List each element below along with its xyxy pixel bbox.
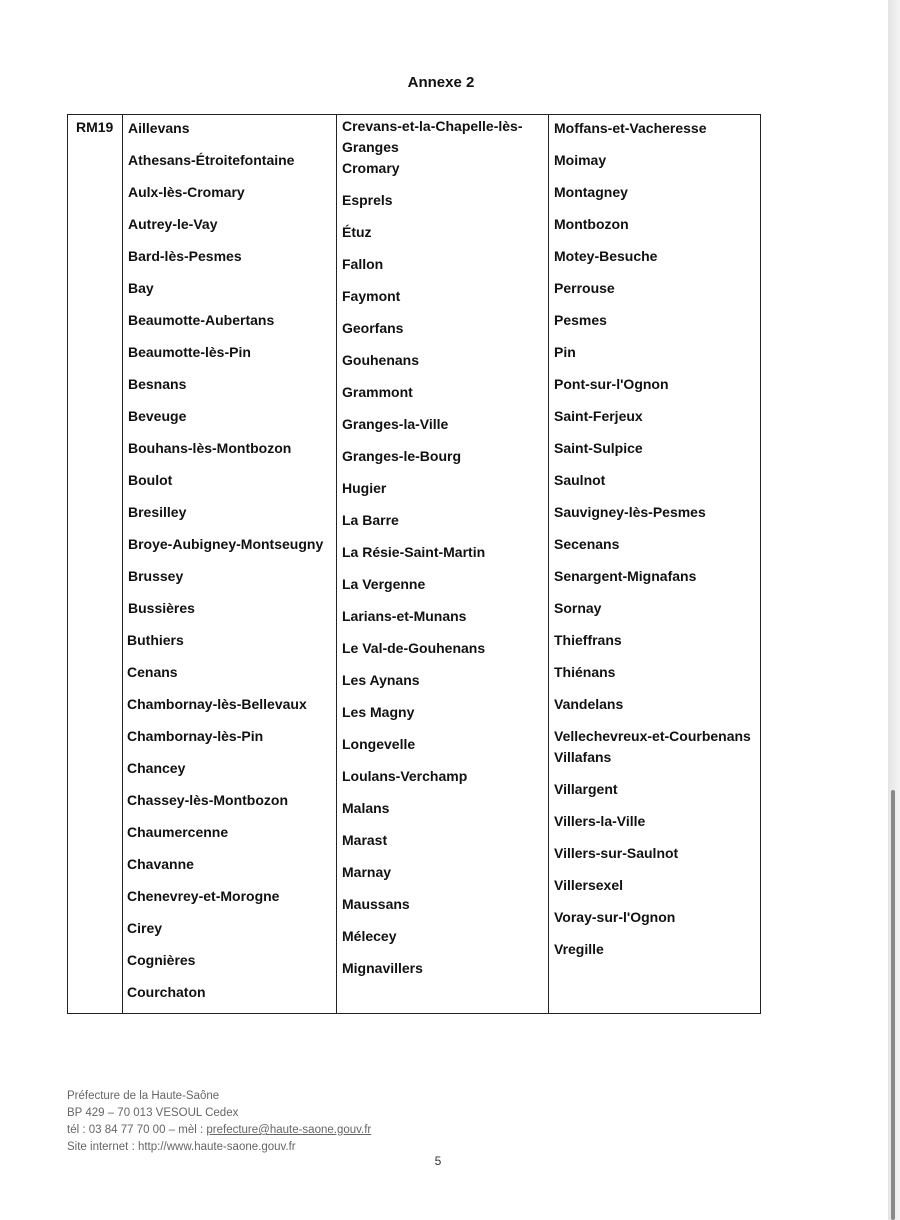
commune-entry: Cognières <box>127 952 196 968</box>
commune-entry: Vellechevreux-et-Courbenans <box>554 728 751 744</box>
commune-entry: Larians-et-Munans <box>342 608 467 624</box>
commune-entry: Motey-Besuche <box>554 248 658 264</box>
commune-entry: Senargent-Mignafans <box>554 568 697 584</box>
commune-entry: Pesmes <box>554 312 607 328</box>
commune-entry: Marnay <box>342 864 392 880</box>
commune-entry: Chaumercenne <box>127 824 229 840</box>
commune-entry: Pont-sur-l'Ognon <box>554 376 669 392</box>
footer-phone: tél : 03 84 77 70 00 – mèl : <box>67 1124 207 1136</box>
commune-entry: Villafans <box>554 749 612 765</box>
commune-entry: Athesans-Étroitefontaine <box>128 152 295 168</box>
footer <box>67 1088 371 1156</box>
commune-entry: La Résie-Saint-Martin <box>342 544 486 560</box>
commune-entry: Mignavillers <box>342 960 423 976</box>
commune-entry: Cirey <box>127 920 163 936</box>
commune-entry: Gouhenans <box>342 352 420 368</box>
commune-entry: Moimay <box>554 152 607 168</box>
commune-entry: Mélecey <box>342 928 397 944</box>
commune-entry: Chassey-lès-Montbozon <box>127 792 289 808</box>
zone-code: RM19 <box>76 119 114 135</box>
commune-entry: Beaumotte-Aubertans <box>128 312 275 328</box>
commune-entry: Thieffrans <box>554 632 622 648</box>
commune-entry: Beveuge <box>128 408 187 424</box>
commune-entry: Sauvigney-lès-Pesmes <box>554 504 706 520</box>
commune-entry: Sornay <box>554 600 602 616</box>
commune-entry: La Barre <box>342 512 399 528</box>
commune-entry: Chambornay-lès-Bellevaux <box>127 696 307 712</box>
commune-entry: Saint-Ferjeux <box>554 408 643 424</box>
table-divider <box>122 115 123 1013</box>
commune-entry: Villersexel <box>554 877 624 893</box>
commune-entry: Bouhans-lès-Montbozon <box>128 440 292 456</box>
commune-entry: Bay <box>128 280 154 296</box>
commune-entry: Chavanne <box>127 856 194 872</box>
commune-entry: Chenevrey-et-Morogne <box>127 888 280 904</box>
commune-entry: Pin <box>554 344 576 360</box>
commune-entry: Saint-Sulpice <box>554 440 643 456</box>
commune-entry: Montbozon <box>554 216 629 232</box>
commune-entry: Voray-sur-l'Ognon <box>554 909 676 925</box>
commune-column-2 <box>342 116 542 990</box>
scrollbar-thumb[interactable] <box>891 790 895 1220</box>
commune-entry: Thiénans <box>554 664 616 680</box>
commune-entry: Courchaton <box>127 984 206 1000</box>
footer-website: Site internet : http://www.haute-saone.gouv.fr <box>67 1141 296 1153</box>
commune-entry: La Vergenne <box>342 576 426 592</box>
commune-entry: Aulx-lès-Cromary <box>128 184 245 200</box>
footer-address: BP 429 – 70 013 VESOUL Cedex <box>67 1107 239 1119</box>
commune-entry: Hugier <box>342 480 387 496</box>
commune-entry: Fallon <box>342 256 384 272</box>
commune-entry: Loulans-Verchamp <box>342 768 468 784</box>
commune-entry: Longevelle <box>342 736 416 752</box>
commune-entry: Villers-sur-Saulnot <box>554 845 679 861</box>
commune-entry: Étuz <box>342 224 372 240</box>
commune-entry: Moffans-et-Vacheresse <box>554 120 707 136</box>
footer-contact <box>67 1122 371 1139</box>
commune-entry: Grammont <box>342 384 413 400</box>
commune-entry: Faymont <box>342 288 401 304</box>
commune-entry: Marast <box>342 832 388 848</box>
commune-entry: Besnans <box>128 376 187 392</box>
email-link[interactable]: prefecture@haute-saone.gouv.fr <box>206 1124 372 1136</box>
commune-entry: Bard-lès-Pesmes <box>128 248 242 264</box>
commune-entry: Granges-le-Bourg <box>342 448 462 464</box>
commune-entry: Broye-Aubigney-Montseugny <box>128 536 324 552</box>
commune-entry: Montagney <box>554 184 628 200</box>
footer-org: Préfecture de la Haute-Saône <box>67 1090 220 1102</box>
commune-entry: Vregille <box>554 941 604 957</box>
commune-entry: Bussières <box>128 600 195 616</box>
commune-entry: Brussey <box>128 568 184 584</box>
commune-entry: Autrey-le-Vay <box>128 216 218 232</box>
commune-entry: Buthiers <box>127 632 184 648</box>
commune-entry: Aillevans <box>128 120 190 136</box>
commune-entry: Les Magny <box>342 704 415 720</box>
commune-entry: Esprels <box>342 192 393 208</box>
commune-entry: Boulot <box>128 472 173 488</box>
commune-entry: Georfans <box>342 320 404 336</box>
commune-entry: Bresilley <box>128 504 187 520</box>
commune-entry: Villers-la-Ville <box>554 813 646 829</box>
page-number: 5 <box>434 1154 442 1168</box>
page-title: Annexe 2 <box>407 74 475 91</box>
commune-entry: Malans <box>342 800 390 816</box>
commune-entry: Secenans <box>554 536 620 552</box>
commune-entry: Maussans <box>342 896 410 912</box>
commune-entry: Chambornay-lès-Pin <box>127 728 264 744</box>
table-divider <box>548 115 549 1013</box>
commune-entry: Granges-la-Ville <box>342 416 449 432</box>
commune-entry: Saulnot <box>554 472 606 488</box>
commune-entry: Les Aynans <box>342 672 420 688</box>
commune-entry: Perrouse <box>554 280 615 296</box>
commune-entry: Chancey <box>127 760 186 776</box>
commune-entry: Crevans-et-la-Chapelle-lès-Granges <box>342 118 523 155</box>
commune-column-3 <box>554 118 754 971</box>
commune-column-1 <box>128 118 338 1014</box>
communes-table <box>67 114 761 1014</box>
commune-entry: Le Val-de-Gouhenans <box>342 640 486 656</box>
commune-entry: Villargent <box>554 781 618 797</box>
commune-entry: Vandelans <box>554 696 624 712</box>
commune-entry: Cenans <box>127 664 178 680</box>
commune-entry: Beaumotte-lès-Pin <box>128 344 251 360</box>
commune-entry: Cromary <box>342 160 400 176</box>
